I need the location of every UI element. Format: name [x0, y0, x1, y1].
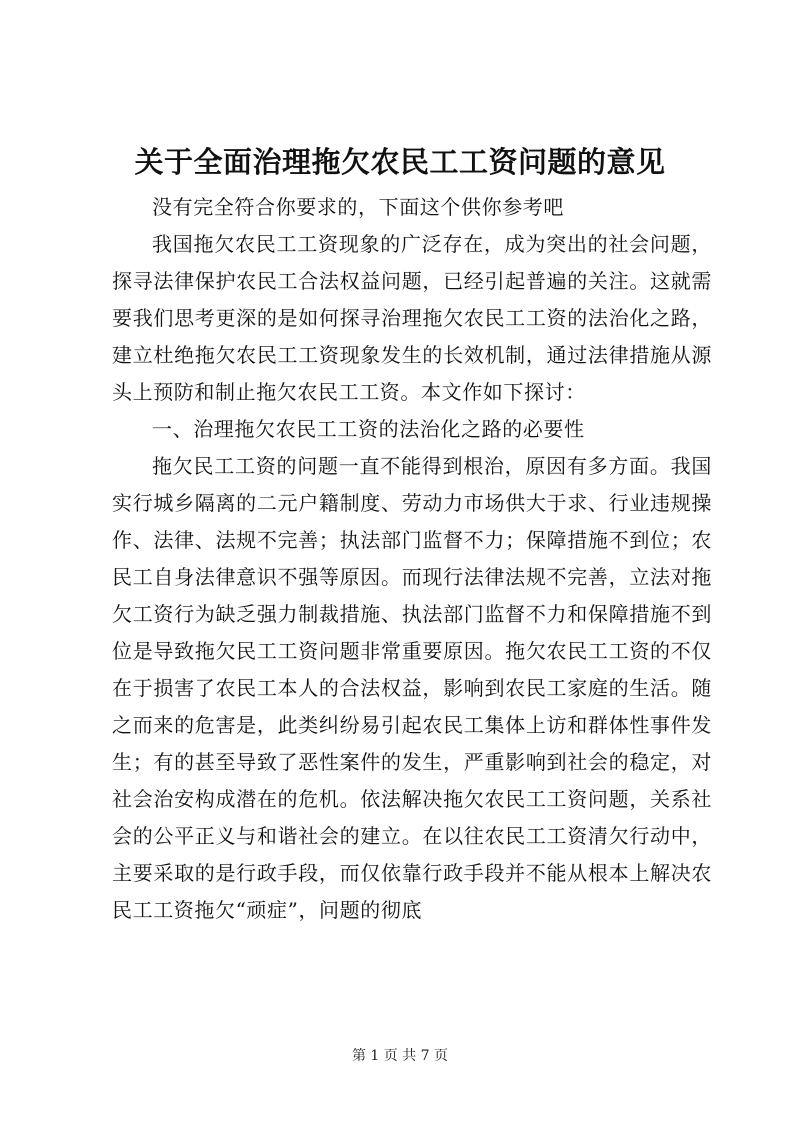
paragraph-background: 我国拖欠农民工工资现象的广泛存在，成为突出的社会问题，探寻法律保护农民工合法权益问题，已经引起普遍的关注。这就需要我们思考更深的是如何探寻治理拖欠农民工工资的法治化之路，建立杜绝拖欠农民工工资现象发生的长效机制，通过法律措施从源头上预防和制止拖欠农民工工资。本文作如下探讨： — [112, 232, 712, 404]
paragraph-intro-note: 没有完全符合你要求的，下面这个供你参考吧 — [152, 195, 564, 219]
section-heading-1: 一、治理拖欠农民工工资的法治化之路的必要性 — [152, 417, 585, 441]
document-body — [112, 189, 712, 929]
paragraph-causes: 拖欠民工工资的问题一直不能得到根治，原因有多方面。我国实行城乡隔离的二元户籍制度、劳动力市场供大于求、行业违规操作、法律、法规不完善；执法部门监督不力；保障措施不到位；农民工自身法律意识不强等原因。而现行法律法规不完善，立法对拖欠工资行为缺乏强力制裁措施、执法部门监督不力和保障措施不到位是导致拖欠民工工资问题非常重要原因。拖欠农民工工资的不仅在于损害了农民工本人的合法权益，影响到农民工家庭的生活。随之而来的危害是，此类纠纷易引起农民工集体上访和群体性事件发生；有的甚至导致了恶性案件的发生，严重影响到社会的稳定，对社会治安构成潜在的危机。依法解决拖欠农民工工资问题，关系社会的公平正义与和谐社会的建立。在以往农民工工资清欠行动中，主要采取的是行政手段，而仅依靠行政手段并不能从根本上解决农民工工资拖欠“顽症”，问题的彻底 — [112, 454, 712, 922]
document-title: 关于全面治理拖欠农民工工资问题的意见 — [134, 145, 666, 179]
page-number-footer: 第 1 页 共 7 页 — [351, 1048, 449, 1064]
